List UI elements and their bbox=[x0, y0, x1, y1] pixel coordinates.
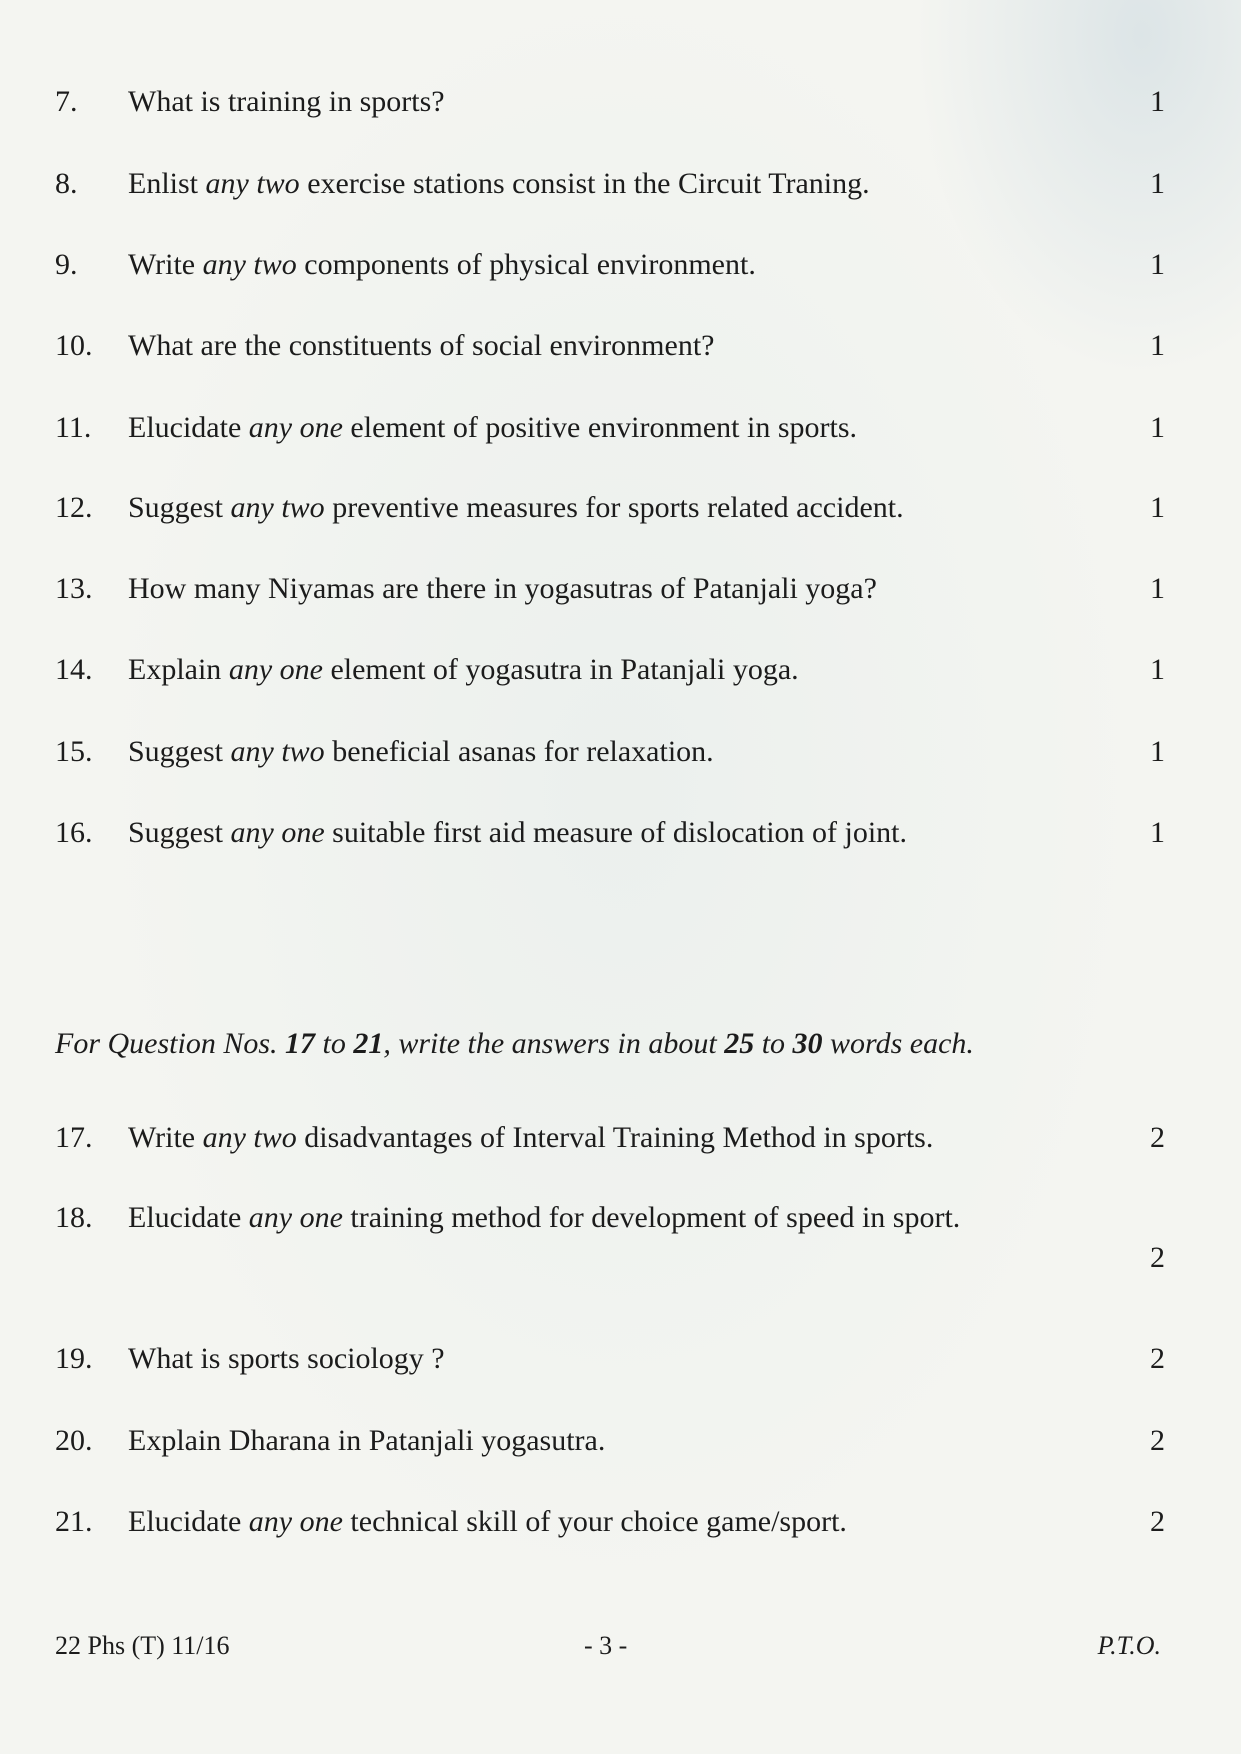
question-marks: 2 bbox=[1150, 1342, 1165, 1375]
question-number: 10. bbox=[55, 329, 93, 362]
question-marks: 1 bbox=[1150, 735, 1165, 768]
question-number: 9. bbox=[55, 248, 78, 281]
question-number: 15. bbox=[55, 735, 93, 768]
question-marks: 1 bbox=[1150, 816, 1165, 849]
page-number: - 3 - bbox=[584, 1631, 628, 1660]
question-marks: 1 bbox=[1150, 411, 1165, 444]
question-text: Write any two components of physical environment. bbox=[128, 248, 756, 281]
question-11 bbox=[0, 408, 1241, 448]
question-10 bbox=[0, 326, 1241, 366]
question-marks: 1 bbox=[1150, 329, 1165, 362]
question-text: Elucidate any one element of positive environment in sports. bbox=[128, 411, 857, 444]
question-12 bbox=[0, 488, 1241, 528]
question-text: What are the constituents of social environment? bbox=[128, 329, 715, 362]
question-marks: 1 bbox=[1150, 85, 1165, 118]
please-turn-over: P.T.O. bbox=[1097, 1631, 1161, 1660]
question-9 bbox=[0, 245, 1241, 285]
question-text: What is sports sociology ? bbox=[128, 1342, 445, 1375]
question-19 bbox=[0, 1339, 1241, 1379]
question-number: 8. bbox=[55, 167, 78, 200]
question-15 bbox=[0, 732, 1241, 772]
question-marks: 1 bbox=[1150, 167, 1165, 200]
question-text: Suggest any two preventive measures for sports related accident. bbox=[128, 491, 904, 524]
question-text: How many Niyamas are there in yogasutras of Patanjali yoga? bbox=[128, 572, 877, 605]
question-marks: 2 bbox=[1150, 1241, 1165, 1274]
question-marks: 1 bbox=[1150, 572, 1165, 605]
question-number: 13. bbox=[55, 572, 93, 605]
question-text: Elucidate any one training method for development of speed in sport. bbox=[128, 1201, 961, 1234]
question-number: 16. bbox=[55, 816, 93, 849]
question-marks: 1 bbox=[1150, 248, 1165, 281]
question-text: Suggest any two beneficial asanas for relaxation. bbox=[128, 735, 714, 768]
question-8 bbox=[0, 164, 1241, 204]
question-text: What is training in sports? bbox=[128, 85, 445, 118]
question-marks: 2 bbox=[1150, 1121, 1165, 1154]
question-marks: 1 bbox=[1150, 653, 1165, 686]
question-number: 18. bbox=[55, 1201, 93, 1234]
paper-code: 22 Phs (T) 11/16 bbox=[55, 1631, 230, 1660]
question-text: Explain any one element of yogasutra in Patanjali yoga. bbox=[128, 653, 799, 686]
question-text: Enlist any two exercise stations consist in the Circuit Traning. bbox=[128, 167, 870, 200]
question-18 bbox=[0, 1198, 1241, 1274]
question-7 bbox=[0, 82, 1241, 122]
question-20 bbox=[0, 1421, 1241, 1461]
page-footer bbox=[0, 1626, 1241, 1666]
question-number: 21. bbox=[55, 1505, 93, 1538]
question-text: Suggest any one suitable first aid measure of dislocation of joint. bbox=[128, 816, 908, 849]
question-marks: 2 bbox=[1150, 1505, 1165, 1538]
question-14 bbox=[0, 650, 1241, 690]
question-text: Explain Dharana in Patanjali yogasutra. bbox=[128, 1424, 606, 1457]
question-text: Elucidate any one technical skill of your choice game/sport. bbox=[128, 1505, 847, 1538]
question-number: 19. bbox=[55, 1342, 93, 1375]
question-number: 20. bbox=[55, 1424, 93, 1457]
question-number: 12. bbox=[55, 491, 93, 524]
question-21 bbox=[0, 1502, 1241, 1542]
question-marks: 1 bbox=[1150, 491, 1165, 524]
question-16 bbox=[0, 813, 1241, 853]
question-text: Write any two disadvantages of Interval Training Method in sports. bbox=[128, 1121, 934, 1154]
question-13 bbox=[0, 569, 1241, 609]
question-number: 7. bbox=[55, 85, 78, 118]
question-number: 14. bbox=[55, 653, 93, 686]
question-marks: 2 bbox=[1150, 1424, 1165, 1457]
section-instruction: For Question Nos. 17 to 21, write the answers in about 25 to 30 words each. bbox=[55, 1027, 974, 1060]
question-17 bbox=[0, 1118, 1241, 1158]
question-number: 17. bbox=[55, 1121, 93, 1154]
question-number: 11. bbox=[55, 411, 92, 444]
